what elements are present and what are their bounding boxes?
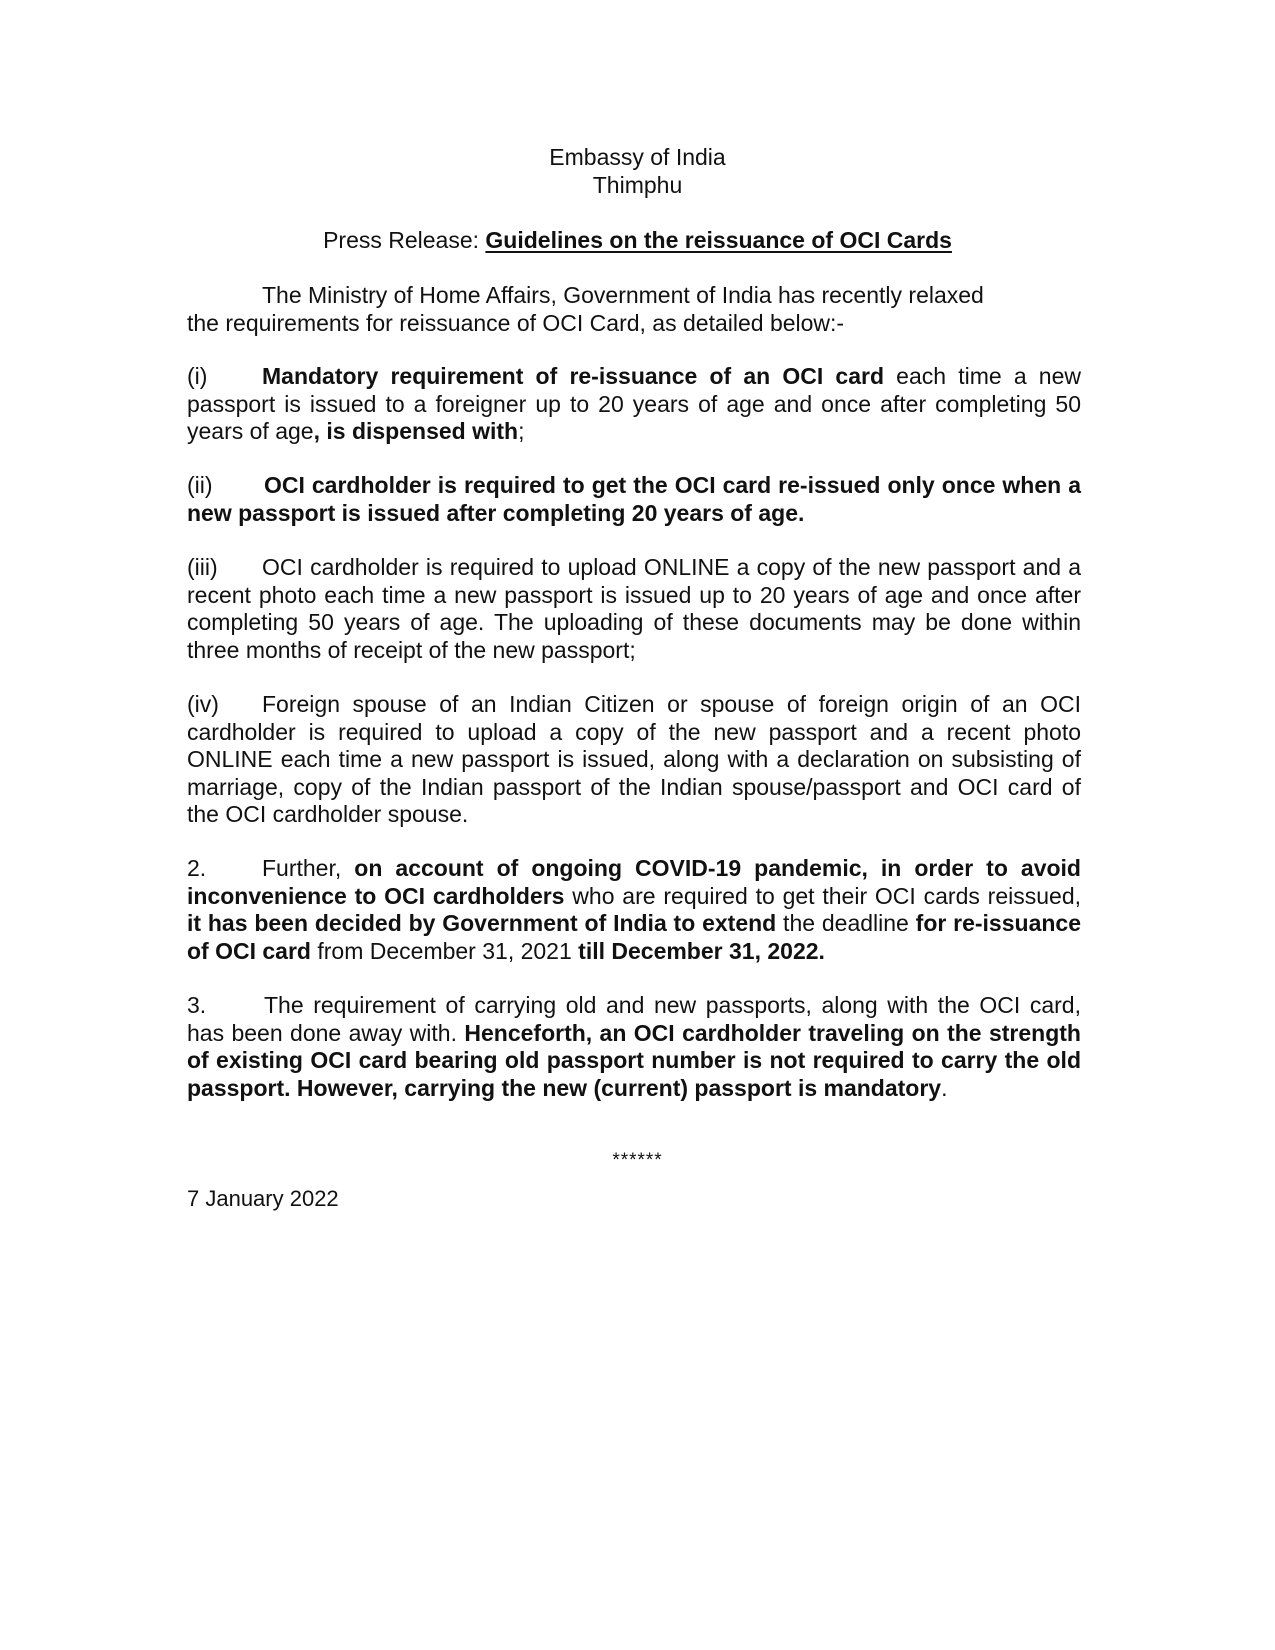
point-bold-text: Mandatory requirement of re-issuance of an OCI card: [262, 363, 884, 389]
end-separator: ******: [612, 1150, 663, 1171]
intro-line-1: The Ministry of Home Affairs, Government of India has recently relaxed: [262, 282, 984, 308]
paragraph-number: 3.: [187, 992, 207, 1018]
point-bold-text: OCI cardholder is required to get the OCI card re-issued only once when a new passport is issued after completing 20 years of age.: [187, 472, 1081, 526]
point-number: (iii): [187, 554, 218, 580]
paragraph-text: from December 31, 2021: [310, 937, 579, 964]
point-text: ;: [518, 418, 525, 444]
press-release-title: [0, 227, 1275, 255]
point-text: Foreign spouse of an Indian Citizen or spouse of foreign origin of an OCI cardholder is required to upload a copy of the new passport and a recent photo ONLINE each time a new passport is issued, along with a declaration on subsisting of marriage, copy of the Indian passport of the Indian spouse/passport and OCI card of the OCI cardholder spouse.: [187, 691, 1081, 827]
point-number: (ii): [187, 472, 213, 498]
paragraph-text: who are required to get their OCI cards reissued,: [564, 882, 1082, 909]
point-number: (i): [187, 363, 208, 389]
organization-name: Embassy of India: [549, 144, 726, 170]
title-prefix: Press Release:: [323, 227, 486, 253]
intro-line-2: the requirements for reissuance of OCI Card, as detailed below:-: [187, 309, 845, 336]
point-iv: [187, 691, 1081, 829]
intro-paragraph: [187, 282, 1081, 337]
paragraph-text: Further,: [262, 855, 355, 881]
paragraph-3: [187, 992, 1081, 1102]
paragraph-2: [187, 855, 1081, 965]
organization-city: Thimphu: [592, 171, 683, 198]
point-bold-text: , is dispensed with: [313, 418, 519, 444]
paragraph-bold-text: for re-issuance of OCI card: [187, 910, 1081, 964]
paragraph-bold-text: Henceforth, an OCI cardholder traveling on the strength of existing OCI card bearing old passport number is not required to carry the old passport. However, carrying the new (current) passport is mandatory: [187, 1019, 1081, 1101]
point-text: OCI cardholder is required to upload ONLINE a copy of the new passport and a recent photo each time a new passport is issued up to 20 years of age and once after completing 50 years of age. The uploading of these documents may be done within three months of receipt of the new passport;: [187, 554, 1081, 663]
paragraph-text: .: [941, 1074, 948, 1101]
paragraph-number: 2.: [187, 855, 207, 881]
paragraph-bold-text: on account of ongoing COVID-19 pandemic, in order to avoid inconvenience to OCI cardholders: [187, 855, 1081, 909]
paragraph-bold-text: till December 31, 2022.: [578, 937, 825, 964]
point-iii: [187, 554, 1081, 664]
paragraph-bold-text: it has been decided by Government of India to extend: [187, 910, 777, 936]
paragraph-text: the deadline: [776, 910, 916, 936]
paragraph-text: The requirement of carrying old and new passports, along with the OCI card, has been done away with.: [187, 992, 1081, 1046]
letterhead: [0, 144, 1275, 199]
title-main: Guidelines on the reissuance of OCI Cards: [485, 227, 952, 253]
point-number: (iv): [187, 691, 219, 717]
point-i: [187, 363, 1081, 446]
point-ii: [187, 472, 1081, 527]
point-text: each time a new passport is issued to a foreigner up to 20 years of age and once after completing 50 years of age: [187, 363, 1081, 444]
release-date: 7 January 2022: [187, 1186, 339, 1211]
